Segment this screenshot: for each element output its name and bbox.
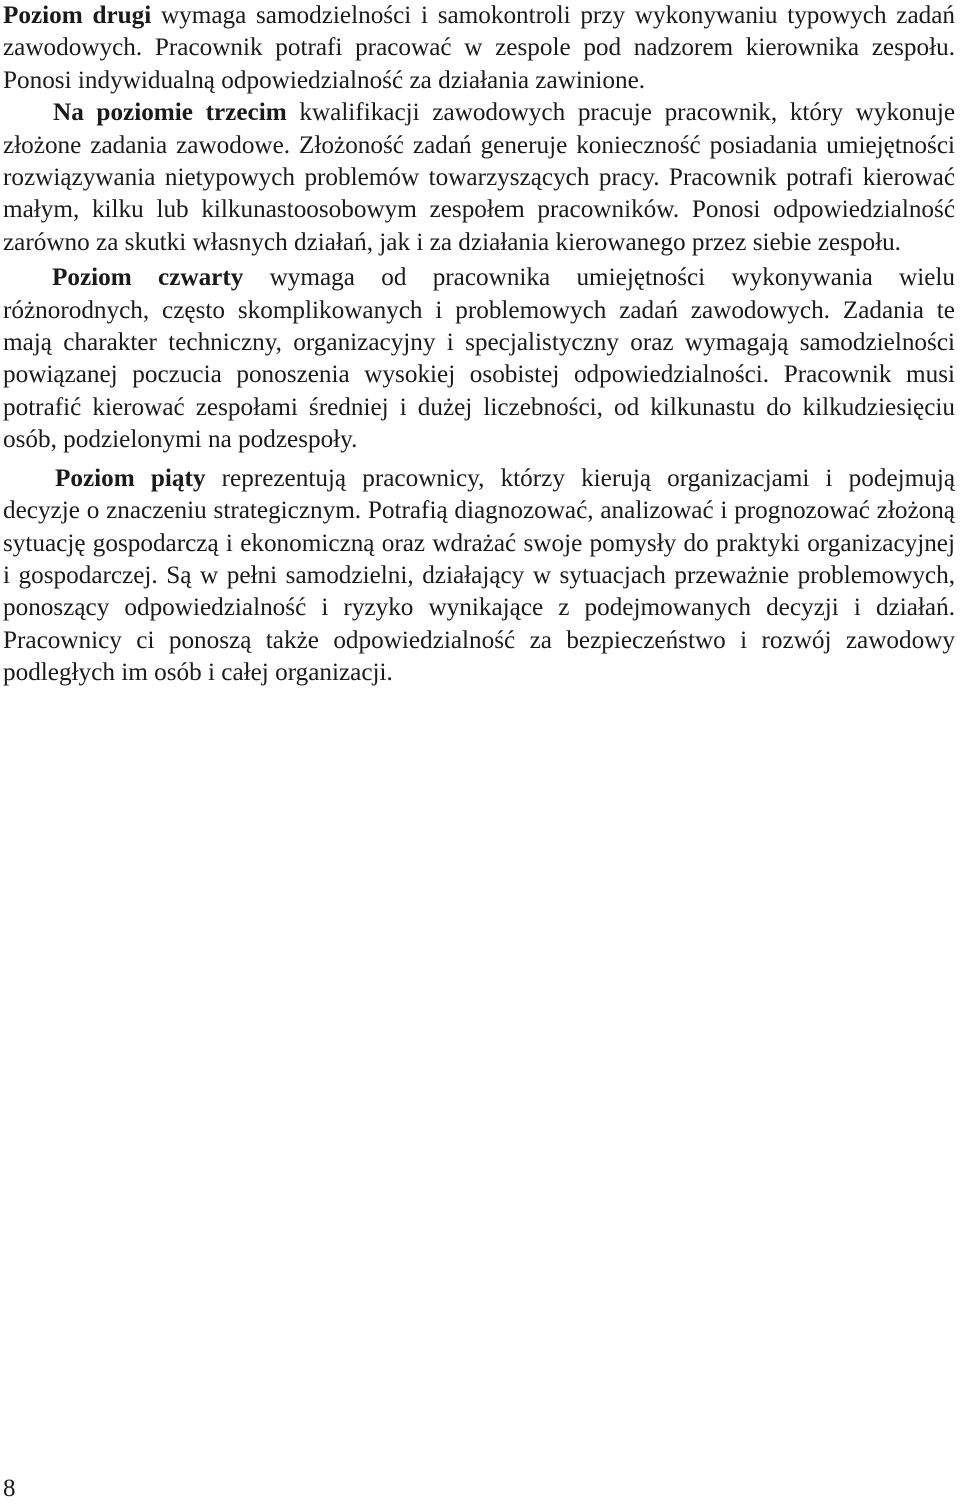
paragraph-text: kwalifikacji zawodowych pracuje pracownik, który wykonuje złożone zadania zawodowe. Złożoność zadań generuje konieczność posiadania umiejętności rozwiązywania nietypowych problemów towarzyszących pracy. Pracownik potrafi kierować małym, kilku lub kilkunastoosobowym zespołem pracowników. Ponosi odpowiedzialność zarówno za skutki własnych działań, jak i za działania kierowanego przez siebie zespołu. bbox=[3, 99, 955, 256]
paragraph-lead: Na poziomie trzecim bbox=[53, 99, 287, 127]
paragraph-text: wymaga od pracownika umiejętności wykonywania wielu różnorodnych, często skomplikowanych i problemowych zadań zawodowych. Zadania te mają charakter techniczny, organizacyjny i specjalistyczny oraz wymagają samodzielności powiązanej poczucia ponoszenia wysokiej osobistej odpowiedzialności. Pracownik musi potrafić kierować zespołami średniej i dużej liczebności, od kilkunastu do kilkudziesięciu osób, podzielonymi na podzespoły. bbox=[3, 264, 955, 454]
paragraph-lead: Poziom drugi bbox=[3, 2, 152, 29]
page-number: 8 bbox=[3, 1475, 16, 1502]
paragraph-text: reprezentują pracownicy, którzy kierują organizacjami i podejmują decyzje o znaczeniu strategicznym. Potrafią diagnozować, analizować i prognozować złożoną sytuację gospodarczą i ekonomiczną oraz wdrażać swoje pomysły do praktyki organizacyjnej i gospodarczej. Są w pełni samodzielni, działający w sytuacjach przeważnie problemowych, ponoszący odpowiedzialność i ryzyko wynikające z podejmowanych decyzji i działań. Pracownicy ci ponoszą także odpowiedzialność za bezpieczeństwo i rozwój zawodowy podległych im osób i całej organizacji. bbox=[3, 464, 955, 687]
paragraph-level-5 bbox=[3, 463, 955, 690]
paragraph-level-3 bbox=[3, 97, 955, 259]
paragraph-lead: Poziom piąty bbox=[55, 464, 206, 492]
paragraph-lead: Poziom czwarty bbox=[52, 264, 244, 292]
paragraph-level-4 bbox=[3, 262, 955, 456]
paragraph-level-2 bbox=[3, 0, 955, 97]
document-page bbox=[3, 0, 955, 690]
paragraph-text: wymaga samodzielności i samokontroli przy wykonywaniu typowych zadań zawodowych. Pracownik potrafi pracować w zespole pod nadzorem kierownika zespołu. Ponosi indywidualną odpowiedzialność za działania zawinione. bbox=[3, 2, 955, 94]
